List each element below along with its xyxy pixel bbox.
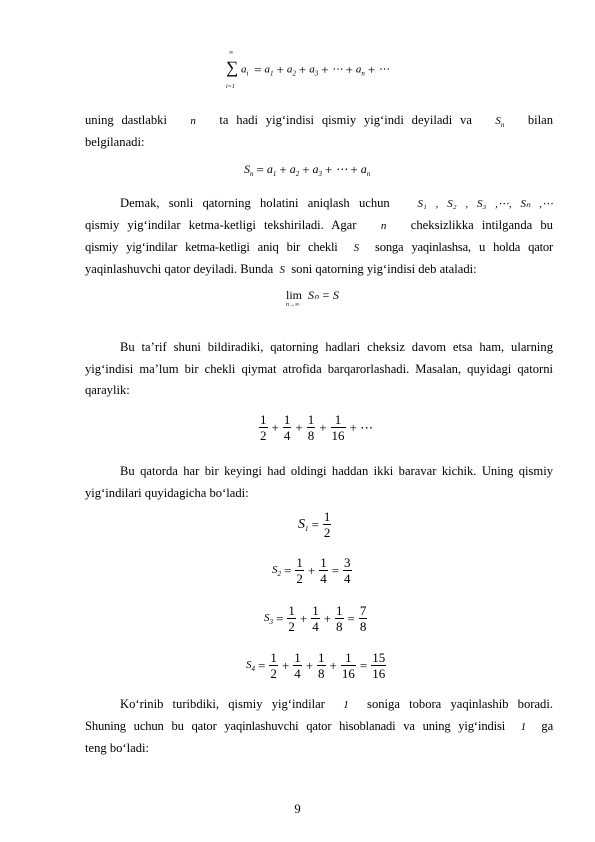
- fraction: [287, 603, 296, 634]
- operator: +: [319, 419, 327, 435]
- fraction: [323, 509, 332, 540]
- text: Demak, sonli qatorning holatini aniqlash uchun: [120, 196, 390, 210]
- operator: =: [347, 610, 355, 626]
- numerator: 1: [323, 509, 331, 524]
- partial-sum-s3: [264, 603, 368, 634]
- math-S: S: [353, 242, 359, 254]
- fraction: [343, 555, 352, 586]
- numerator: 1: [312, 603, 319, 618]
- text: soniga tobora yaqinlashib boradi.: [367, 697, 553, 711]
- page-number: 9: [294, 802, 301, 816]
- fraction: [311, 603, 320, 634]
- partial-sum-s4: [246, 650, 387, 681]
- numerator: 3: [344, 555, 351, 570]
- numerator: 1: [270, 650, 277, 665]
- paragraph-example-intro: [85, 337, 553, 402]
- operator: +: [307, 562, 316, 578]
- operator: +: [329, 657, 337, 673]
- math-one: 1: [343, 699, 349, 711]
- lim-subscript: n→∞: [286, 302, 300, 308]
- numerator: 1: [307, 412, 315, 427]
- numerator: 1: [294, 650, 301, 665]
- text: cheksizlikka intilganda bu: [410, 218, 553, 232]
- operator: =: [284, 562, 292, 578]
- paragraph-convergence-line3: [85, 237, 553, 260]
- text: qismiy yig‘indilar ketma-ketligi tekshiriladi. Agar: [85, 218, 357, 232]
- math-n: n: [380, 220, 387, 232]
- text: ta hadi yig‘indisi qismiy yig‘indi deyiladi va: [219, 113, 472, 127]
- document-page: ∑ ∞ i=1 $a_i = a_1 + a_2 + a_3$ + ⋯ + $a_n$ + ⋯ uning dastlabki n ta hadi yig‘indisi qismiy yig‘indi deyiladi va $S_n$ bilan belgilanadi: $S_n = a_1 + a_2 + a_3$ + ⋯ + $a_n$ Demak, sonli qatorning holatini aniqlash uchun S₁ , S₂ , S₃ ,⋯, Sₙ ,⋯ qismiy yig‘indilar ketma-ketligi tekshiriladi. Agar n cheksizlikka intilganda bu qismiy yig‘indilar ketma-ketligi aniq bir chekli S songa yaqinlashsa, u holda qator yaqinlashuvchi qator deyiladi. Bunda S soni qatorning yig‘indisi deb ataladi: lim n→∞ Sₙ = S Bu ta’rif shuni bildiradiki, qatorning hadlari cheksiz davom etsa ham, ularning yig‘indisi ma’lum bir chekli qiymat atrofida barqarorlashadi. Masalan, quyidagi qatorni qaraylik: $\frac{1}{2}$ + $\frac{1}{4}$ + $\frac{1}{8}$ + $\frac{1}{16}$ + ⋯ Bu qatorda har bir keyingi had oldingi haddan ikki baravar kichik. Uning qismiy yig‘indilari quyidagicha bo‘ladi: $S_1$ = $\frac{1}{2}$ $S_2$ = $\frac{1}{2}$ + $\frac{1}{4}$ = $\frac{3}{4}$ $S_3$ = $\frac{1}{2}$ + $\frac{1}{4}$ + $\frac{1}{8}$ = $\frac{7}{8}$ $S_4$ = $\frac{1}{2}$ + $\frac{1}{4}$ + $\frac{1}{8}$ + $\frac{1}{16}$ = $\frac{15}{16}$ Ko‘rinib turibdiki, qismiy yig‘indilar 1 soniga tobora yaqinlashib boradi. Shuning uchun bu qator yaqinlashuvchi qator hisoblanadi va uning yig‘indisi 1 ga teng bo‘ladi: 9: [0, 0, 595, 842]
- operator: +: [305, 657, 314, 673]
- paragraph-conclusion-line2: [85, 716, 553, 739]
- numerator: 1: [331, 412, 346, 428]
- numerator: 15: [372, 650, 386, 665]
- operator: +: [299, 610, 308, 626]
- partial-sum-label: $S_2$: [272, 563, 281, 578]
- math-sn: $S_n$: [495, 115, 505, 129]
- operator: =: [311, 516, 319, 532]
- sum-lower-limit: i=1: [226, 84, 235, 90]
- denominator: 8: [336, 619, 343, 634]
- fraction: [371, 650, 386, 681]
- denominator: 4: [344, 571, 351, 586]
- operator: =: [331, 562, 340, 578]
- numerator: 1: [320, 555, 327, 570]
- text: Shuning uchun bu qator yaqinlashuvchi qator hisoblanadi va uning yig‘indisi: [85, 719, 506, 733]
- example-series-formula: [258, 412, 376, 443]
- fraction: [269, 650, 278, 681]
- fraction: [319, 555, 328, 586]
- math-S: S: [279, 264, 285, 276]
- text: uning dastlabki: [85, 113, 167, 127]
- numerator: 1: [336, 603, 343, 618]
- operator: +: [281, 657, 290, 673]
- math-partial-sequence: S₁ , S₂ , S₃ ,⋯, Sₙ ,⋯: [417, 198, 553, 210]
- math-n: n: [190, 115, 196, 127]
- operator: =: [276, 610, 284, 626]
- paragraph-convergence-line4: [85, 259, 553, 282]
- denominator: 4: [294, 666, 301, 681]
- partial-sum-formula: $S_n = a_1 + a_2 + a_3$ + ⋯ + $a_n$: [244, 162, 371, 178]
- numerator: 1: [296, 555, 303, 570]
- denominator: 2: [296, 571, 303, 586]
- text: belgilanadi:: [85, 135, 145, 149]
- denominator: 2: [260, 428, 267, 443]
- fraction: [331, 412, 346, 443]
- partial-sum-s1: [298, 509, 332, 540]
- operator: +: [295, 419, 303, 435]
- sum-upper-limit: ∞: [229, 50, 234, 56]
- lim-label: lim: [286, 288, 303, 302]
- numerator: 1: [283, 412, 291, 427]
- text: yaqinlashuvchi qator deyiladi. Bunda: [85, 262, 274, 276]
- denominator: 4: [283, 428, 291, 443]
- text: ga: [541, 719, 554, 733]
- fraction: [293, 650, 302, 681]
- numerator: 1: [341, 650, 356, 666]
- fraction: [283, 412, 292, 443]
- denominator: 8: [307, 428, 315, 443]
- math-one: 1: [520, 721, 526, 733]
- paragraph-partial-sums-intro: [85, 461, 553, 504]
- paragraph-convergence-line1: [85, 193, 553, 216]
- fraction: [341, 650, 356, 681]
- operator: =: [258, 657, 266, 673]
- denominator: 16: [372, 666, 386, 681]
- numerator: 1: [318, 650, 325, 665]
- text: soni qatorning yig‘indisi deb ataladi:: [291, 262, 477, 276]
- partial-sum-label: $S_4$: [246, 658, 255, 673]
- fraction: [317, 650, 326, 681]
- denominator: 2: [323, 525, 331, 540]
- operator: =: [359, 657, 368, 673]
- partial-sum-label: $S_1$: [298, 516, 309, 533]
- limit-expression: Sₙ = S: [308, 288, 339, 302]
- fraction: [295, 555, 304, 586]
- operator: +: [271, 419, 279, 435]
- numerator: 7: [359, 603, 367, 618]
- partial-sum-label: $S_3$: [264, 611, 273, 626]
- numerator: 1: [288, 603, 295, 618]
- denominator: 8: [318, 666, 325, 681]
- text: songa yaqinlashsa, u holda qator: [375, 240, 553, 254]
- text: bilan: [527, 113, 554, 127]
- fraction: [335, 603, 344, 634]
- operator: +: [323, 610, 332, 626]
- paragraph-line: [85, 132, 553, 154]
- limit-formula: [286, 288, 339, 308]
- paragraph-conclusion-line1: [85, 694, 553, 717]
- numerator: 1: [260, 412, 267, 427]
- denominator: 2: [288, 619, 295, 634]
- paragraph-convergence-line2: [85, 215, 553, 238]
- fraction: [259, 412, 268, 443]
- denominator: 16: [331, 428, 345, 443]
- denominator: 8: [359, 619, 367, 634]
- fraction: [359, 603, 368, 634]
- denominator: 4: [312, 619, 319, 634]
- text: teng bo‘ladi:: [85, 741, 150, 755]
- denominator: 2: [270, 666, 277, 681]
- denominator: 4: [320, 571, 327, 586]
- paragraph-conclusion-line3: [85, 738, 553, 760]
- series-tail: + ⋯: [349, 419, 374, 435]
- partial-sum-s2: [272, 555, 353, 586]
- text: qismiy yig‘indilar ketma-ketligi aniq bir chekli: [85, 240, 338, 254]
- text: Bu ta’rif shuni bildiradiki, qatorning hadlari cheksiz davom etsa ham, ularning yig‘indisi ma’lum bir chekli qiymat atrofida barqarorlashadi. Masalan, quyidagi qatorni qaraylik:: [85, 340, 553, 397]
- denominator: 16: [341, 666, 355, 681]
- text: Bu qatorda har bir keyingi had oldingi haddan ikki baravar kichik. Uning qismiy yig‘indilari quyidagicha bo‘ladi:: [85, 464, 553, 500]
- text: Ko‘rinib turibdiki, qismiy yig‘indilar: [120, 697, 325, 711]
- fraction: [307, 412, 316, 443]
